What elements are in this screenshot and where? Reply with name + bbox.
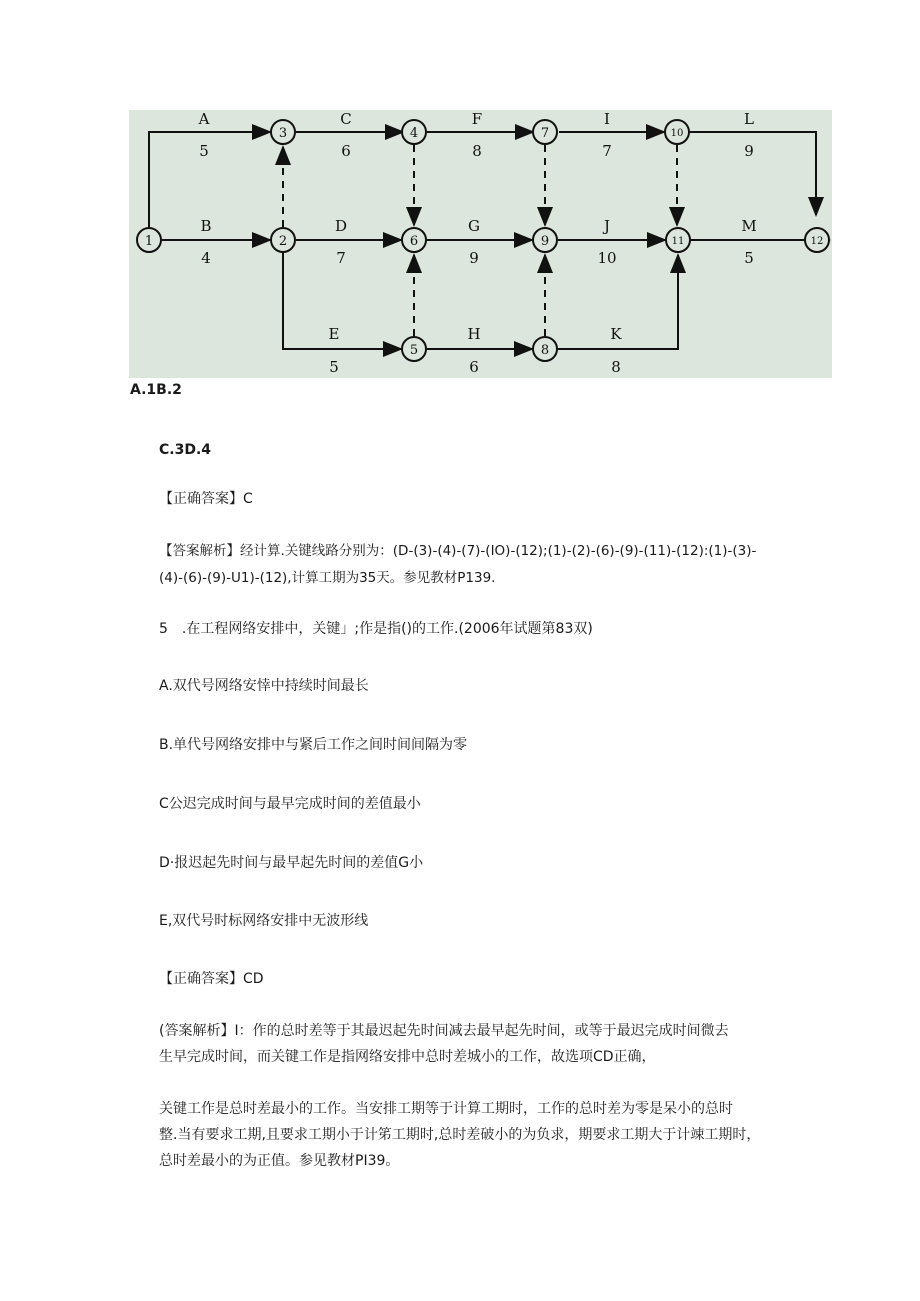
label-L-name: L — [744, 110, 754, 128]
label-C-duration: 6 — [341, 142, 351, 160]
label-M-duration: 5 — [744, 249, 754, 267]
question-5: 5 .在工程网络安排中，关键」;作是指()的工作.(2006年试题第83双) — [159, 621, 593, 637]
label-C-name: C — [340, 110, 352, 128]
svg-text:5: 5 — [409, 343, 419, 358]
label-F-name: F — [471, 110, 483, 128]
answer-1: 【正确答案】C — [159, 491, 253, 507]
label-E-duration: 5 — [329, 358, 339, 376]
node-3 — [271, 120, 295, 144]
option-c: C公迟完成时间与最早完成时间的差值最小 — [159, 796, 421, 812]
node-9 — [533, 228, 557, 252]
label-J-name: J — [603, 217, 611, 235]
svg-text:7: 7 — [540, 126, 550, 141]
label-K-name: K — [610, 325, 622, 343]
svg-text:9: 9 — [540, 234, 550, 249]
option-e: E,双代号时标网络安排中无波形线 — [159, 913, 369, 929]
svg-text:8: 8 — [540, 343, 550, 358]
svg-text:2: 2 — [278, 234, 288, 249]
label-D-name: D — [334, 217, 348, 235]
label-G-duration: 9 — [469, 249, 479, 267]
node-7 — [533, 120, 557, 144]
label-B-name: B — [200, 217, 212, 235]
paragraph-line-3: 总时差最小的为正值。参见教材PI39。 — [159, 1153, 400, 1169]
node-1 — [137, 228, 161, 252]
network-diagram-svg — [129, 110, 832, 378]
option-b: B.单代号网络安排中与紧后工作之间时间间隔为零 — [159, 737, 468, 753]
analysis-2-line-2: 生早完成时间，而关键工作是指网络安排中总时差城小的工作，故选项CD正确， — [159, 1049, 656, 1065]
label-E-name: E — [328, 325, 340, 343]
label-A-name: A — [198, 110, 210, 128]
svg-text:11: 11 — [671, 236, 685, 247]
node-10 — [665, 120, 689, 144]
analysis-2-line-1: (答案解析】I：作的总时差等于其最迟起先时间减去最早起先时间，或等于最迟完成时间微去 — [159, 1023, 729, 1039]
network-diagram — [129, 110, 832, 378]
arrow-A — [149, 132, 270, 228]
node-11 — [666, 228, 690, 252]
analysis-1-line-1: 【答案解析】经计算.关键线路分别为：(D-(3)-(4)-(7)-(IO)-(12);(1)-(2)-(6)-(9)-(11)-(12):(1)-(3)- — [159, 543, 757, 559]
svg-text:1: 1 — [144, 234, 154, 249]
answer-2: 【正确答案】CD — [159, 971, 264, 987]
label-D-duration: 7 — [336, 249, 346, 267]
options-cd: C.3D.4 — [159, 442, 212, 458]
option-d: D·报迟起先时间与最早起先时间的差值G小 — [159, 855, 424, 871]
paragraph-line-2: 整.当有要求工期,且要求工期小于计笫工期时,总时差破小的为负求，期要求工期大于计竦工期时， — [159, 1127, 761, 1143]
label-M-name: M — [741, 217, 757, 235]
node-5 — [402, 337, 426, 361]
label-I-name: I — [604, 110, 610, 128]
svg-text:6: 6 — [409, 234, 419, 249]
node-8 — [533, 337, 557, 361]
paragraph-line-1: 关键工作是总时差最小的工作。当安排工期等于计算工期时，工作的总时差为零是呆小的总时 — [159, 1101, 733, 1117]
label-F-duration: 8 — [472, 142, 482, 160]
option-a: A.双代号网络安悻中持续时间最长 — [159, 678, 369, 694]
options-ab: A.1B.2 — [130, 382, 182, 398]
svg-text:12: 12 — [810, 236, 824, 247]
arrow-E — [283, 253, 401, 349]
label-H-duration: 6 — [469, 358, 479, 376]
svg-text:4: 4 — [409, 126, 419, 141]
label-K-duration: 8 — [611, 358, 621, 376]
label-I-duration: 7 — [602, 142, 612, 160]
node-12 — [805, 228, 829, 252]
label-J-duration: 10 — [597, 249, 617, 267]
node-6 — [402, 228, 426, 252]
label-G-name: G — [468, 217, 480, 235]
label-A-duration: 5 — [199, 142, 209, 160]
svg-text:10: 10 — [670, 128, 684, 139]
svg-text:3: 3 — [278, 126, 288, 141]
node-4 — [402, 120, 426, 144]
label-H-name: H — [467, 325, 481, 343]
label-L-duration: 9 — [744, 142, 754, 160]
analysis-1-line-2: (4)-(6)-(9)-U1)-(12),计算工期为35天。参见教材P139. — [159, 570, 496, 586]
label-B-duration: 4 — [201, 249, 211, 267]
node-2 — [271, 228, 295, 252]
